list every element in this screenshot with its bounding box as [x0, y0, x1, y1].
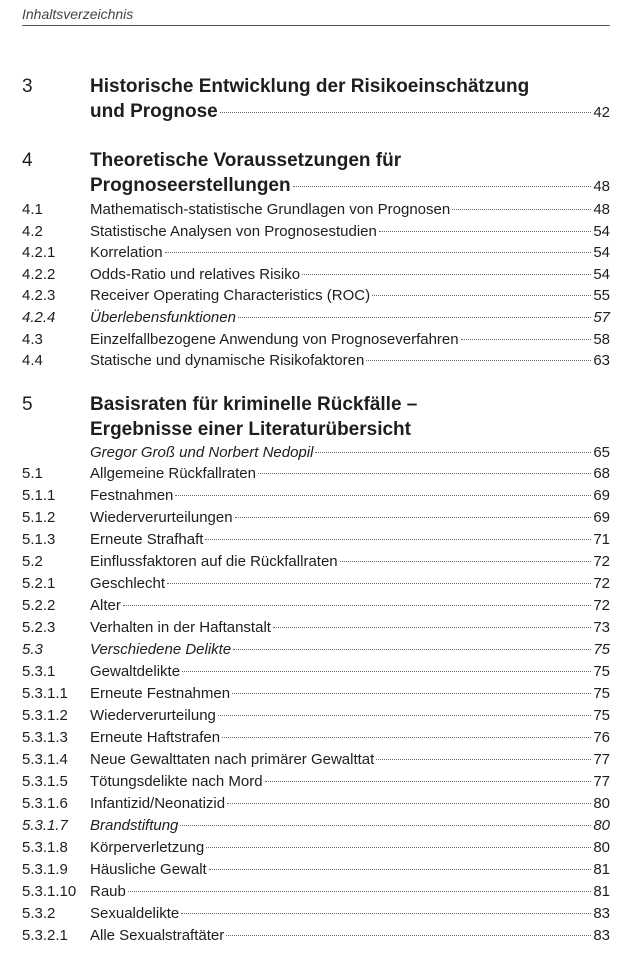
toc-entry[interactable] [22, 903, 610, 925]
chapter-5-heading-cont[interactable] [22, 417, 610, 442]
page-number: 80 [593, 839, 610, 857]
dot-leader [461, 339, 592, 340]
chapter-title: und Prognose [90, 101, 218, 122]
entry-number: 5.3.1.6 [22, 795, 68, 813]
entry-title: Einzelfallbezogene Anwendung von Prognoseverfahren [90, 330, 459, 348]
toc-entry[interactable] [22, 727, 610, 749]
toc-entry[interactable] [22, 529, 610, 551]
toc-entry[interactable] [22, 925, 610, 947]
page-number: 65 [593, 443, 610, 461]
entry-title: Tötungsdelikte nach Mord [90, 773, 263, 791]
dot-leader [232, 693, 591, 694]
toc-entry[interactable] [22, 507, 610, 529]
page-number: 73 [593, 619, 610, 637]
entry-number: 5.2.1 [22, 575, 56, 593]
dot-leader [233, 649, 591, 650]
toc-entry[interactable] [22, 815, 610, 837]
chapter-number: 5 [22, 393, 33, 415]
dot-leader [181, 913, 591, 914]
page-number: 81 [593, 883, 610, 901]
entry-number: 5.3 [22, 641, 43, 659]
entry-number: 4.2.3 [22, 287, 56, 305]
dot-leader [227, 803, 591, 804]
dot-leader [165, 252, 592, 253]
dot-leader [209, 869, 592, 870]
page-number: 42 [593, 104, 610, 121]
chapter-title: Historische Entwicklung der Risikoeinschätzung [90, 76, 530, 97]
chapter-authors: Gregor Groß und Norbert Nedopil [90, 443, 314, 461]
toc-entry[interactable] [22, 617, 610, 639]
toc-entry[interactable] [22, 485, 610, 507]
page-number: 83 [593, 905, 610, 923]
entry-title: Festnahmen [90, 487, 174, 505]
entry-title: Raub [90, 883, 126, 901]
entry-title: Erneute Haftstrafen [90, 729, 221, 747]
chapter-3-heading[interactable] [22, 74, 610, 99]
entry-title: Mathematisch-statistische Grundlagen von Prognosen [90, 201, 451, 218]
page-number: 57 [593, 308, 610, 326]
page-number: 69 [593, 509, 610, 527]
dot-leader [220, 112, 592, 113]
toc-entry[interactable] [22, 307, 610, 329]
dot-leader [175, 495, 591, 496]
entry-number: 5.3.2 [22, 905, 56, 923]
entry-title: Körperverletzung [90, 839, 205, 857]
dot-leader [265, 781, 592, 782]
chapter-5-heading[interactable] [22, 392, 610, 417]
toc-entry[interactable] [22, 639, 610, 661]
page-number: 80 [593, 817, 610, 835]
dot-leader [123, 605, 591, 606]
dot-leader [167, 583, 591, 584]
entry-title: Receiver Operating Characteristics (ROC) [90, 287, 371, 305]
dot-leader [273, 627, 591, 628]
entry-number: 5.1 [22, 465, 43, 483]
toc-entry[interactable] [22, 242, 610, 264]
chapter-number: 3 [22, 76, 33, 97]
dot-leader [302, 274, 591, 275]
toc-entry[interactable] [22, 329, 610, 351]
dot-leader [238, 317, 591, 318]
dot-leader [258, 473, 591, 474]
entry-number: 4.4 [22, 352, 43, 370]
toc-entry[interactable] [22, 573, 610, 595]
toc-entry[interactable] [22, 749, 610, 771]
entry-number: 4.3 [22, 330, 43, 348]
page-number: 75 [593, 707, 610, 725]
entry-title: Brandstiftung [90, 817, 179, 835]
page-number: 54 [593, 244, 610, 262]
dot-leader [340, 561, 592, 562]
toc-entry[interactable] [22, 793, 610, 815]
entry-number: 4.2.4 [22, 308, 56, 326]
entry-title: Alter [90, 597, 121, 615]
dot-leader [205, 539, 591, 540]
page-number: 81 [593, 861, 610, 879]
dot-leader [376, 759, 591, 760]
chapter-number: 4 [22, 150, 33, 171]
entry-title: Verhalten in der Haftanstalt [90, 619, 271, 637]
page-number: 55 [593, 287, 610, 305]
chapter-title: Ergebnisse einer Literaturübersicht [90, 418, 411, 440]
chapter-title: Theoretische Voraussetzungen für [90, 150, 402, 171]
entry-number: 5.3.1.9 [22, 861, 68, 879]
toc-entry[interactable] [22, 350, 610, 372]
toc-entry[interactable] [22, 199, 610, 221]
toc-entry[interactable] [22, 595, 610, 617]
toc-entry[interactable] [22, 859, 610, 881]
entry-number: 5.3.1.1 [22, 685, 68, 703]
chapter-5-authors[interactable] [22, 442, 610, 464]
table-of-contents [22, 74, 610, 947]
entry-number: 5.3.1 [22, 663, 56, 681]
toc-entry[interactable] [22, 837, 610, 859]
dot-leader [452, 209, 591, 210]
entry-number: 4.1 [22, 201, 43, 218]
dot-leader [206, 847, 591, 848]
page-number: 72 [593, 553, 610, 571]
entry-title: Erneute Strafhaft [90, 531, 204, 549]
running-head [22, 6, 610, 26]
entry-title: Infantizid/Neonatizid [90, 795, 226, 813]
dot-leader [180, 825, 591, 826]
toc-entry[interactable] [22, 264, 610, 286]
entry-number: 5.3.1.3 [22, 729, 68, 747]
running-title: Inhaltsverzeichnis [22, 6, 134, 22]
entry-number: 5.1.2 [22, 509, 56, 527]
dot-leader [315, 452, 591, 453]
entry-title: Sexualdelikte [90, 905, 180, 923]
entry-number: 5.3.1.4 [22, 751, 68, 769]
chapter-4-heading[interactable] [22, 148, 610, 173]
toc-entry[interactable] [22, 221, 610, 243]
entry-title: Statistische Analysen von Prognosestudien [90, 222, 377, 240]
entry-title: Gewaltdelikte [90, 663, 181, 681]
page-number: 58 [593, 330, 610, 348]
dot-leader [379, 231, 591, 232]
entry-title: Einflussfaktoren auf die Rückfallraten [90, 553, 338, 571]
page-number: 63 [593, 352, 610, 370]
page-number: 48 [593, 201, 610, 218]
page-number: 54 [593, 222, 610, 240]
toc-entry[interactable] [22, 285, 610, 307]
entry-title: Odds-Ratio und relatives Risiko [90, 265, 301, 283]
page-number: 75 [593, 685, 610, 703]
dot-leader [372, 295, 591, 296]
toc-entry[interactable] [22, 551, 610, 573]
dot-leader [218, 715, 591, 716]
toc-entry[interactable] [22, 661, 610, 683]
toc-entry[interactable] [22, 881, 610, 903]
entry-number: 5.3.1.8 [22, 839, 68, 857]
chapter-3-heading-cont[interactable] [22, 99, 610, 125]
entry-number: 5.3.1.10 [22, 883, 77, 901]
dot-leader [235, 517, 592, 518]
entry-title: Allgemeine Rückfallraten [90, 465, 256, 483]
dot-leader [128, 891, 591, 892]
dot-leader [182, 671, 591, 672]
entry-number: 5.2.3 [22, 619, 56, 637]
dot-leader [226, 935, 591, 936]
entry-title: Geschlecht [90, 575, 166, 593]
page-number: 71 [593, 531, 610, 549]
dot-leader [222, 737, 591, 738]
page-number: 83 [593, 927, 610, 945]
toc-entry[interactable] [22, 771, 610, 793]
entry-number: 5.1.3 [22, 531, 56, 549]
entry-title: Wiederverurteilung [90, 707, 216, 725]
chapter-title: Basisraten für kriminelle Rückfälle – [90, 393, 418, 415]
entry-number: 4.2.2 [22, 265, 56, 283]
page-number: 54 [593, 265, 610, 283]
entry-number: 5.3.2.1 [22, 927, 68, 945]
page-number: 77 [593, 751, 610, 769]
entry-number: 5.3.1.7 [22, 817, 68, 835]
page-number: 72 [593, 575, 610, 593]
entry-number: 5.2 [22, 553, 43, 571]
page-number: 77 [593, 773, 610, 791]
page-number: 80 [593, 795, 610, 813]
entry-title: Überlebensfunktionen [90, 308, 236, 326]
page-number: 69 [593, 487, 610, 505]
entry-title: Erneute Festnahmen [90, 685, 231, 703]
entry-number: 5.3.1.2 [22, 707, 68, 725]
toc-entry[interactable] [22, 705, 610, 727]
entry-title: Wiederverurteilungen [90, 509, 233, 527]
page-number: 76 [593, 729, 610, 747]
entry-title: Korrelation [90, 244, 163, 262]
dot-leader [293, 186, 592, 187]
entry-title: Neue Gewalttaten nach primärer Gewalttat [90, 751, 375, 769]
dot-leader [366, 360, 591, 361]
toc-entry[interactable] [22, 683, 610, 705]
entry-number: 5.1.1 [22, 487, 56, 505]
page-number: 75 [593, 641, 610, 659]
entry-number: 4.2 [22, 222, 43, 240]
page-number: 68 [593, 465, 610, 483]
entry-title: Alle Sexualstraftäter [90, 927, 225, 945]
page-number: 72 [593, 597, 610, 615]
entry-title: Häusliche Gewalt [90, 861, 207, 879]
entry-number: 4.2.1 [22, 244, 56, 262]
page-number: 48 [593, 178, 610, 195]
entry-number: 5.3.1.5 [22, 773, 68, 791]
chapter-title: Prognoseerstellungen [90, 175, 291, 196]
entry-title: Statische und dynamische Risikofaktoren [90, 352, 365, 370]
entry-number: 5.2.2 [22, 597, 56, 615]
toc-entry[interactable] [22, 463, 610, 485]
page-number: 75 [593, 663, 610, 681]
entry-title: Verschiedene Delikte [90, 641, 232, 659]
chapter-4-heading-cont[interactable] [22, 173, 610, 199]
